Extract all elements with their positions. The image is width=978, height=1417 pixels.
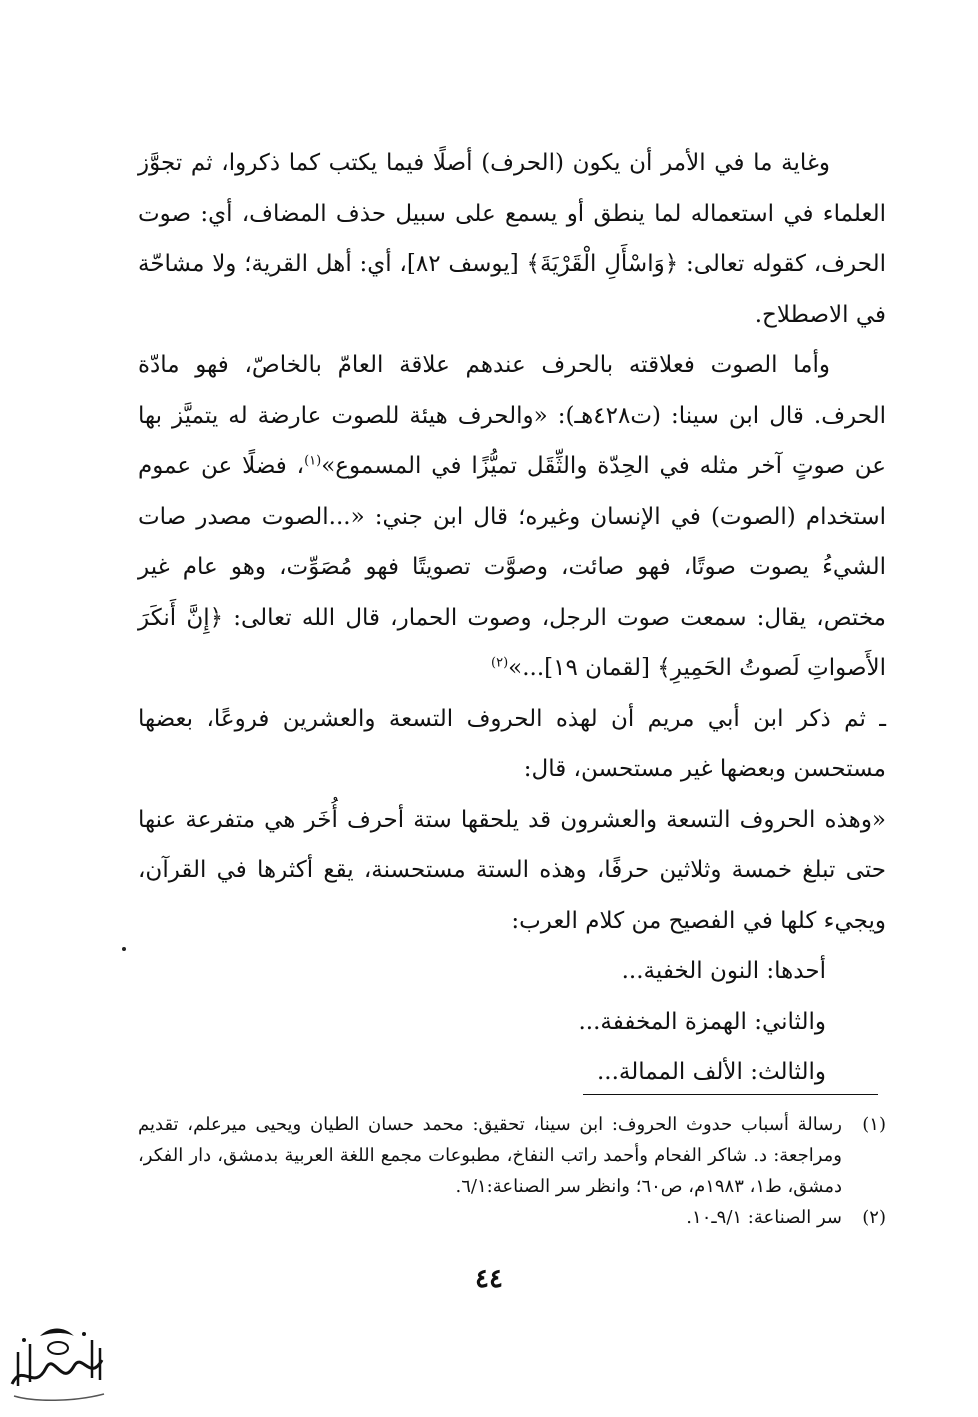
footnote-ref: (٢)	[491, 655, 509, 671]
paragraph	[138, 138, 886, 340]
footnote-number: (١)	[862, 1114, 886, 1135]
footnote	[138, 1109, 886, 1202]
list-item: والثاني: الهمزة المخففة...	[578, 1008, 826, 1035]
paragraph	[138, 340, 886, 694]
stray-mark	[122, 947, 126, 951]
paragraph-text: ـ ثم ذكر ابن أبي مريم أن لهذه الحروف التسعة والعشرين فروعًا، بعضها مستحسن وبعضها غير مستحسن، قال:	[138, 705, 886, 782]
main-text	[138, 138, 886, 1098]
footnotes	[138, 1109, 886, 1233]
footnote-text: رسالة أسباب حدوث الحروف: ابن سينا، تحقيق: محمد حسان الطيان ويحيى ميرعلم، تقديم ومراجعة: د. شاكر الفحام وأحمد راتب النفاخ، مطبوعات مجمع اللغة العربية بدمشق، دار الفكر، دمشق، ط١، ١٩٨٣م، ص٦٠؛ وانظر سر الصناعة:٦/١.	[138, 1114, 842, 1197]
paragraph	[138, 795, 886, 947]
footnote	[138, 1202, 886, 1233]
calligraphy-seal-icon	[4, 1322, 112, 1408]
footnote-number: (٢)	[862, 1207, 886, 1228]
list-item: أحدها: النون الخفية...	[621, 958, 826, 984]
paragraph-text: وأما الصوت فعلاقته بالحرف عندهم علاقة العامّ بالخاصّ، فهو مادّة الحرف. قال ابن سينا: (ت٤٢٨هـ): «والحرف هيئة للصوت عارضة له يتميَّز بها عن صوتٍ آخر مثله في الحِدّة والثِّقَل تميُّزًا في المسموع»	[138, 352, 886, 479]
page-number: ٤٤	[475, 1264, 503, 1294]
paragraph-text: «وهذه الحروف التسعة والعشرون قد يلحقها ستة أحرف أُخَر هي متفرعة عنها حتى تبلغ خمسة وثلاثين حرفًا، وهذه الستة مستحسنة، يقع أكثرها في القرآن، ويجيء كلها في الفصيح من كلام العرب:	[138, 806, 886, 934]
footnote-ref: (١)	[304, 453, 322, 469]
footnote-text: سر الصناعة: ٩/١ـ١٠.	[686, 1207, 842, 1228]
list-item: والثالث: الألف الممالة...	[596, 1059, 826, 1085]
paragraph	[138, 694, 886, 795]
footnote-divider	[583, 1094, 878, 1095]
paragraph-text: ، فضلًا عن عموم استخدام (الصوت) في الإنسان وغيره؛ قال ابن جني: «...الصوت مصدر صات الشيءُ يصوت صوتًا، فهو صائت، وصوَّت تصويتًا فهو مُصَوِّت، وهو عام غير مختص، يقال: سمعت صوت الرجل، وصوت الحمار، قال الله تعالى: ﴿إِنَّ أَنكَرَ الأَصواتِ لَصوتُ الحَمِيرِ﴾ [لقمان ١٩]...»	[138, 453, 886, 681]
paragraph-text: وغاية ما في الأمر أن يكون (الحرف) أصلًا فيما يكتب كما ذكروا، ثم تجوَّز العلماء في استعماله لما ينطق أو يسمع على سبيل حذف المضاف، أي: صوت الحرف، كقوله تعالى: ﴿وَاسْأَلِ الْقَرْيَةَ﴾ [يوسف ٨٢]، أي: أهل القرية؛ ولا مشاحّة في الاصطلاح.	[138, 150, 886, 328]
